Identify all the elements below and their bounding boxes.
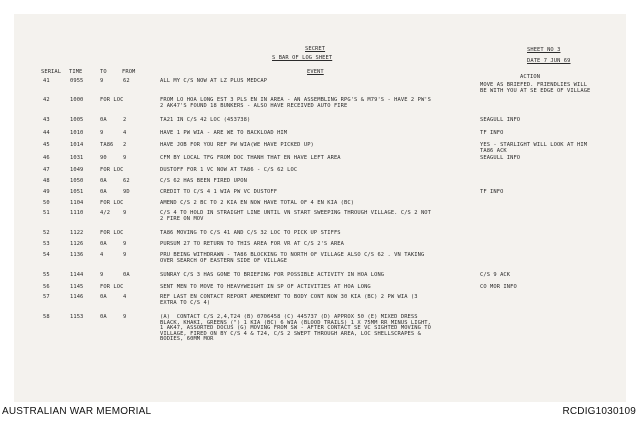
entry-to: 0A: [100, 294, 107, 300]
entry-event-line: 1 AK47, ASSORTED DOCUS (G) MOVING FROM SW - AFTER CONTACT SE VC SIGHTED MOVING TO: [160, 325, 431, 332]
entry-action-line: BE WITH YOU AT SE EDGE OF VILLAGE: [480, 87, 591, 94]
entry-from: 9: [123, 155, 127, 161]
entry-event-line: C/S 4 TO HOLD IN STRAIGHT LINE UNTIL VN START SWEEPING THROUGH VILLAGE. C/S 2 NOT: [160, 210, 431, 216]
entry-action-line: TF INFO: [480, 189, 504, 195]
sheet-title: S BAR OF LOG SHEET: [272, 55, 333, 61]
entry-serial: 45: [43, 142, 50, 148]
entry-from: 62: [123, 78, 130, 84]
sheet-number: SHEET NO 3: [527, 47, 561, 53]
entry-to: 9: [100, 78, 104, 84]
entry-to: 9: [100, 130, 104, 136]
entry-event-line: TA86 MOVING TO C/S 41 AND C/S 32 LOC TO PICK UP STIFFS: [160, 230, 341, 236]
entry-serial: 42: [43, 97, 50, 103]
entry-to: 4: [100, 252, 104, 258]
entry-serial: 43: [43, 117, 50, 123]
entry-from: 9D: [123, 189, 130, 195]
entry-to: 0A: [100, 241, 107, 247]
entry-time: 1153: [70, 314, 84, 320]
entry-time: 1049: [70, 167, 84, 173]
column-header-event: EVENT: [307, 69, 324, 75]
entry-serial: 49: [43, 189, 50, 195]
entry-to: 90: [100, 155, 107, 161]
classification-marking: SECRET: [305, 46, 326, 52]
entry-time: 1031: [70, 155, 84, 161]
entry-action-line: SEAGULL INFO: [480, 117, 521, 123]
entry-event-line: PRU BEING WITHDRAWN - TA86 BLOCKING TO NORTH OF VILLAGE ALSO C/S 62 . VN TAKING: [160, 252, 425, 258]
entry-serial: 41: [43, 78, 50, 84]
entry-event-line: OVER SEARCH OF EASTERN SIDE OF VILLAGE: [160, 257, 288, 264]
entry-time: 1110: [70, 210, 84, 216]
entry-time: 1122: [70, 230, 84, 236]
entry-serial: 58: [43, 314, 50, 320]
entry-serial: 46: [43, 155, 50, 161]
entry-from: 9: [123, 210, 127, 216]
entry-from: 9: [123, 241, 127, 247]
entry-from: 9: [123, 314, 127, 320]
entry-action-line: YES - STARLIGHT WILL LOOK AT HIM: [480, 142, 588, 148]
entry-to: FOR LOC: [100, 167, 124, 173]
entry-time: 1010: [70, 130, 84, 136]
entry-from: 0A: [123, 272, 130, 278]
entry-event-line: AMEND C/S 2 BC TO 2 KIA EN NOW HAVE TOTAL OF 4 EN KIA (BC): [160, 200, 355, 206]
entry-event-line: HAVE JOB FOR YOU REF PW WIA(WE HAVE PICKED UP): [160, 142, 314, 148]
entry-event-line: EXTRA TO C/S 4): [160, 299, 211, 306]
entry-serial: 54: [43, 252, 50, 258]
entry-from: 2: [123, 117, 127, 123]
entry-serial: 55: [43, 272, 50, 278]
entry-time: 1126: [70, 241, 84, 247]
entry-to: 0A: [100, 189, 107, 195]
entry-event-line: VILLAGE, FIRED ON BY C/S 4 & T24, C/S 2 SWEPT THROUGH AREA, LOC SHELLSCRAPES &: [160, 330, 421, 337]
entry-time: 1144: [70, 272, 84, 278]
entry-serial: 52: [43, 230, 50, 236]
entry-event-line: ALL MY C/S NOW AT LZ PLUS MEDCAP: [160, 78, 268, 84]
entry-serial: 48: [43, 178, 50, 184]
entry-to: 0A: [100, 117, 107, 123]
column-header-time: TIME: [69, 69, 83, 75]
entry-event-line: BLACK, KHAKI, GREENS (") 1 KIA (BC) 6 WIA (BLOOD TRAILS) 1 X 75MM RR MINUS LIGHT,: [160, 319, 431, 326]
entry-time: 1051: [70, 189, 84, 195]
entry-time: 1000: [70, 97, 84, 103]
entry-event-line: FROM LO HOA LONG EST 3 PLS EN IN AREA - AN ASSEMBLING RPG'S & M79'S - HAVE 2 PW'S: [160, 97, 431, 103]
entry-to: FOR LOC: [100, 284, 124, 290]
entry-to: 9: [100, 272, 104, 278]
column-header-serial: SERIAL: [41, 69, 62, 75]
entry-time: 1005: [70, 117, 84, 123]
entry-event-line: BODIES, 60MM MOR: [160, 336, 214, 343]
entry-action-line: MOVE AS BRIEFED. FRIENDLIES WILL: [480, 82, 588, 88]
entry-from: 4: [123, 294, 127, 300]
entry-serial: 50: [43, 200, 50, 206]
entry-action-line: TF INFO: [480, 130, 504, 136]
image-reference: RCDIG1030109: [562, 406, 636, 417]
entry-serial: 51: [43, 210, 50, 216]
entry-to: FOR LOC: [100, 230, 124, 236]
entry-serial: 57: [43, 294, 50, 300]
log-sheet-page: [14, 14, 626, 402]
entry-event-line: C/S 62 HAS BEEN FIRED UPON: [160, 178, 247, 184]
entry-action-line: CO MOR INFO: [480, 284, 517, 290]
entry-event-line: SENT MEN TO MOVE TO HEAVYWEIGHT IN SP OF ACTIVITIES AT HOA LONG: [160, 284, 371, 290]
entry-time: 1014: [70, 142, 84, 148]
entry-event-line: 2 FIRE ON MOV: [160, 215, 204, 222]
entry-event-line: REF LAST EN CONTACT REPORT AMENDMENT TO BODY CONT NOW 30 KIA (BC) 2 PW WIA (3: [160, 294, 418, 300]
entry-event-line: PURSUM 27 TO RETURN TO THIS AREA FOR VR AT C/S 2'S AREA: [160, 241, 344, 247]
entry-event-line: CFM BY LOCAL TFG FROM DOC THANH THAT EN HAVE LEFT AREA: [160, 155, 341, 161]
entry-time: 1145: [70, 284, 84, 290]
entry-action-line: C/S 9 ACK: [480, 272, 511, 278]
column-header-action: ACTION: [520, 74, 541, 80]
entry-event-line: SUNRAY C/S 3 HAS GONE TO BRIEFING FOR POSSIBLE ACTIVITY IN HOA LONG: [160, 272, 385, 278]
column-header-from: FROM: [122, 69, 136, 75]
entry-serial: 44: [43, 130, 50, 136]
entry-time: 1146: [70, 294, 84, 300]
entry-to: TA86: [100, 142, 114, 148]
column-header-to: TO: [100, 69, 107, 75]
entry-event-line: TA21 IN C/S 42 LOC (453738): [160, 117, 251, 123]
entry-time: 1104: [70, 200, 84, 206]
entry-to: FOR LOC: [100, 200, 124, 206]
entry-time: 0955: [70, 78, 84, 84]
entry-serial: 53: [43, 241, 50, 247]
entry-serial: 47: [43, 167, 50, 173]
entry-event-line: DUSTOFF FOR 1 VC NOW AT TA86 - C/S 62 LOC: [160, 167, 298, 173]
entry-time: 1136: [70, 252, 84, 258]
entry-event-line: (A) CONTACT C/S 2,4,T24 (B) 0706458 (C) 445737 (D) APPROX 50 (E) MIXED DRESS: [160, 314, 418, 320]
entry-to: 4/2: [100, 210, 111, 216]
institution-credit: AUSTRALIAN WAR MEMORIAL: [2, 406, 152, 417]
entry-to: 0A: [100, 178, 107, 184]
entry-to: 0A: [100, 314, 107, 320]
entry-from: 62: [123, 178, 130, 184]
entry-to: FOR LOC: [100, 97, 124, 103]
sheet-date: DATE 7 JUN 69: [527, 58, 571, 64]
entry-action-line: SEAGULL INFO: [480, 155, 521, 161]
entry-from: 2: [123, 142, 127, 148]
entry-event-line: CREDIT TO C/S 4 1 WIA PW VC DUSTOFF: [160, 189, 278, 195]
entry-event-line: HAVE 1 PW WIA - ARE WE TO BACKLOAD HIM: [160, 130, 288, 136]
entry-action-line: TA86 ACK: [480, 147, 507, 154]
entry-event-line: 2 AK47'S FOUND 18 BUNKERS - ALSO HAVE RECEIVED AUTO FIRE: [160, 102, 348, 109]
entry-serial: 56: [43, 284, 50, 290]
entry-from: 4: [123, 130, 127, 136]
entry-from: 9: [123, 252, 127, 258]
entry-time: 1050: [70, 178, 84, 184]
